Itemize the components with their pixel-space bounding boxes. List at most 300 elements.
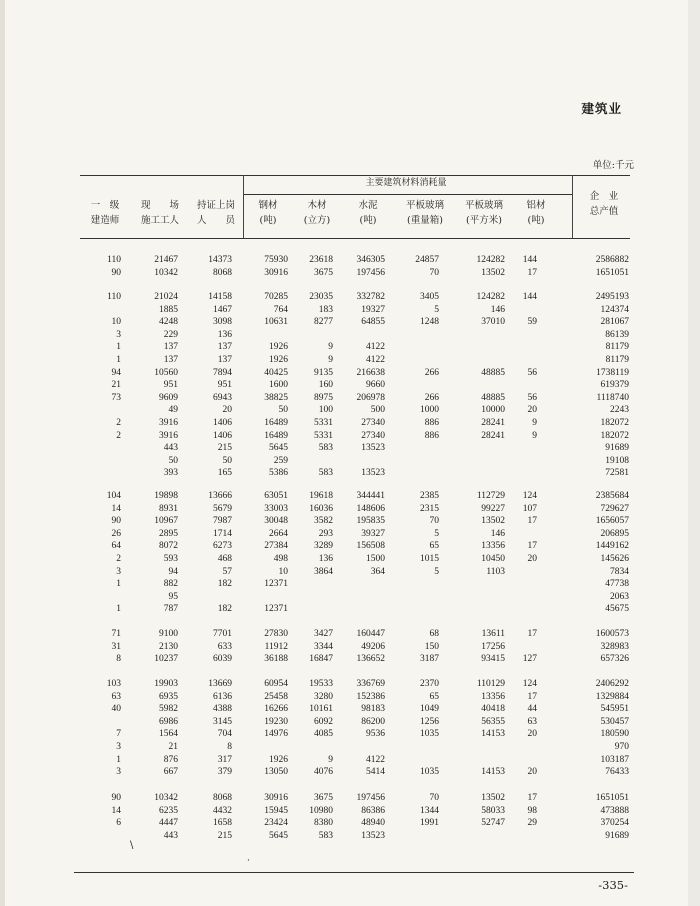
table-cell: 1714 [213, 528, 232, 539]
table-cell: 4122 [366, 342, 385, 353]
table-cell: 182072 [600, 418, 629, 428]
table-cell: 160 [318, 380, 333, 391]
table-cell: 99227 [481, 503, 505, 514]
table-cell: 7834 [610, 566, 629, 577]
table-cell: 1248 [420, 317, 439, 328]
table-cell: 197456 [356, 267, 385, 278]
table-cell: 40425 [264, 367, 288, 378]
header-col-7-line-2: (重量箱) [407, 215, 443, 226]
table-cell: 2130 [159, 641, 178, 652]
table-cell: 93415 [481, 654, 505, 665]
table-cell: 657326 [600, 654, 629, 665]
table-cell: 16266 [264, 704, 288, 715]
table-cell: 886 [424, 430, 439, 441]
table-cell: 2586882 [595, 255, 629, 265]
table-cell: 75930 [264, 255, 288, 265]
table-cell: 4388 [213, 704, 232, 715]
table-cell: 498 [273, 554, 288, 564]
table-cell: 16489 [264, 430, 288, 441]
table-cell: 38825 [264, 392, 288, 403]
table-cell: 13502 [481, 793, 505, 803]
footer-rule [74, 872, 634, 873]
table-cell: 206895 [600, 528, 629, 539]
table-cell: 86139 [605, 329, 629, 340]
table-cell: 17256 [481, 641, 505, 652]
table-cell: 20 [527, 729, 537, 740]
table-cell: 19898 [154, 491, 178, 501]
table-cell: 5 [434, 304, 439, 315]
page-right-edge [688, 0, 700, 906]
table-cell: 145626 [600, 554, 629, 564]
table-cell: 73 [111, 392, 121, 403]
table-cell: 14373 [208, 255, 232, 265]
table-cell: 583 [318, 468, 333, 479]
table-cell: 91689 [605, 830, 629, 841]
table-cell: 8 [227, 742, 232, 752]
table-cell: 443 [163, 830, 178, 841]
table-cell: 10 [278, 566, 288, 577]
table-cell: 150 [424, 641, 439, 652]
table-cell: 65 [429, 541, 439, 552]
table-cell: 21024 [154, 292, 178, 302]
table-cell: 180590 [600, 729, 629, 740]
table-cell: 9 [328, 754, 333, 765]
table-cell: 19108 [605, 455, 629, 466]
header-col-5 [294, 198, 340, 228]
header-col-7-line-1: 平板玻璃 [405, 200, 444, 211]
header-col-6-line-1: 水泥 [358, 200, 378, 211]
table-cell: 137 [217, 355, 232, 365]
table-cell: 2 [116, 430, 121, 441]
table-cell: 3289 [314, 541, 333, 552]
table-cell: 110 [107, 292, 121, 302]
table-cell: 379 [217, 767, 232, 778]
table-cell: 9 [328, 342, 333, 353]
table-cell: 8068 [213, 793, 232, 803]
table-cell: 10560 [154, 367, 178, 378]
table-cell: 3675 [314, 267, 333, 278]
page-left-edge [0, 0, 5, 906]
header-col-9-line-1: 铝材 [526, 200, 546, 211]
table-cell: 137 [163, 342, 178, 353]
table-cell: 9609 [159, 392, 178, 403]
table-cell: 27830 [264, 629, 288, 639]
table-cell: 36188 [264, 654, 288, 665]
table-cell: 2495193 [595, 292, 629, 302]
table-cell: 24857 [415, 255, 439, 265]
table-cell: 1600 [269, 380, 288, 391]
table-cell: 886 [424, 418, 439, 428]
table-cell: 1449162 [595, 541, 629, 552]
table-cell: 1651051 [595, 793, 629, 803]
table-cell: 4076 [314, 767, 333, 778]
table-cell: 2063 [610, 591, 629, 602]
table-cell: 1015 [420, 554, 439, 564]
table-cell: 49206 [361, 641, 385, 652]
table-cell: 48885 [481, 392, 505, 403]
table-cell: 3916 [159, 430, 178, 441]
header-col-2-line-2: 施工工人 [140, 215, 179, 226]
table-cell: 545951 [600, 704, 629, 715]
table-cell: 182072 [600, 430, 629, 441]
table-cell: 107 [522, 503, 537, 514]
table-cell: 195835 [356, 516, 385, 527]
table-cell: 10161 [309, 704, 333, 715]
table-header-bottom-rule [80, 238, 630, 239]
table-cell: 1035 [420, 767, 439, 778]
table-cell: 136 [217, 329, 232, 340]
header-col-6-line-2: (吨) [359, 215, 377, 226]
table-cell: 9100 [159, 629, 178, 639]
table-cell: 1926 [269, 754, 288, 765]
table-cell: 14 [111, 805, 121, 816]
table-cell: 23618 [309, 255, 333, 265]
header-col-3-line-2: 人 员 [196, 215, 235, 226]
table-cell: 12371 [264, 579, 288, 590]
table-cell: 30916 [264, 793, 288, 803]
table-cell: 346305 [356, 255, 385, 265]
table-cell: 5 [434, 566, 439, 577]
table-cell: 19533 [309, 679, 333, 689]
table-cell: 13502 [481, 516, 505, 527]
table-cell: 6039 [213, 654, 232, 665]
table-cell: 6986 [159, 716, 178, 727]
table-cell: 58033 [481, 805, 505, 816]
table-cell: 583 [318, 830, 333, 841]
table-cell: 137 [163, 355, 178, 365]
table-cell: 100 [318, 405, 333, 416]
table-cell: 37010 [481, 317, 505, 328]
table-cell: 13523 [361, 443, 385, 454]
table-cell: 2 [116, 418, 121, 428]
table-cell: 8 [116, 654, 121, 665]
table-cell: 5645 [269, 443, 288, 454]
table-cell: 65 [429, 691, 439, 702]
table-cell: 27384 [264, 541, 288, 552]
table-cell: 10237 [154, 654, 178, 665]
table-cell: 29 [527, 818, 537, 829]
header-col-4-line-1: 钢材 [258, 200, 278, 211]
table-cell: 81179 [605, 342, 629, 353]
table-cell: 12371 [264, 604, 288, 615]
table-cell: 787 [163, 604, 178, 615]
table-cell: 9536 [366, 729, 385, 740]
table-cell: 50 [222, 455, 232, 466]
table-cell: 144 [522, 255, 537, 265]
table-cell: 64855 [361, 317, 385, 328]
table-cell: 60954 [264, 679, 288, 689]
table-cell: 328983 [600, 641, 629, 652]
table-cell: 8277 [314, 317, 333, 328]
table-cell: 6136 [213, 691, 232, 702]
table-cell: 10000 [481, 405, 505, 416]
table-cell: 136652 [356, 654, 385, 665]
table-cell: 8931 [159, 503, 178, 514]
table-cell: 26 [111, 528, 121, 539]
table-cell: 64 [111, 541, 121, 552]
table-cell: 50 [168, 455, 178, 466]
table-cell: 14153 [481, 729, 505, 740]
table-cell: 70285 [264, 292, 288, 302]
table-cell: 1658 [213, 818, 232, 829]
table-cell: 633 [217, 641, 232, 652]
table-cell: 17 [527, 691, 537, 702]
table-cell: 20 [527, 767, 537, 778]
table-cell: 98 [527, 805, 537, 816]
table-cell: 59 [527, 317, 537, 328]
table-cell: 4248 [159, 317, 178, 328]
table-cell: 19618 [309, 491, 333, 501]
table-cell: 14 [111, 503, 121, 514]
table-cell: 876 [163, 754, 178, 765]
table-cell: 206978 [356, 392, 385, 403]
table-cell: 4085 [314, 729, 333, 740]
table-cell: 124282 [476, 292, 505, 302]
table-cell: 215 [217, 443, 232, 454]
header-col-3-line-1: 持证上岗 [196, 200, 235, 211]
table-cell: 8975 [314, 392, 333, 403]
header-col-8-line-2: (平方米) [466, 215, 502, 226]
table-cell: 9135 [314, 367, 333, 378]
table-cell: 19327 [361, 304, 385, 315]
table-cell: 4432 [213, 805, 232, 816]
header-col-8-line-1: 平板玻璃 [464, 200, 503, 211]
unit-label: 单位:千元 [592, 160, 634, 171]
table-cell: 27340 [361, 418, 385, 428]
header-col-9-line-2: (吨) [527, 215, 545, 226]
table-cell: 443 [163, 443, 178, 454]
table-cell: 951 [217, 380, 232, 391]
table-cell: 95 [168, 591, 178, 602]
table-cell: 3280 [314, 691, 333, 702]
table-cell: 1926 [269, 342, 288, 353]
table-cell: 30916 [264, 267, 288, 278]
table-cell: 9 [328, 355, 333, 365]
table-cell: 14153 [481, 767, 505, 778]
table-cell: 146 [490, 528, 505, 539]
table-cell: 13356 [481, 541, 505, 552]
table-cell: 11912 [264, 641, 288, 652]
page-number: -335- [598, 878, 628, 892]
table-cell: 4122 [366, 754, 385, 765]
table-cell: 1885 [159, 304, 178, 315]
table-cell: 112729 [476, 491, 505, 501]
table-cell: 70 [429, 793, 439, 803]
table-cell: 28241 [481, 430, 505, 441]
table-cell: 127 [522, 654, 537, 665]
stray-dot: · [247, 856, 250, 866]
table-cell: 17 [527, 267, 537, 278]
table-cell: 33003 [264, 503, 288, 514]
table-cell: 81179 [605, 355, 629, 365]
table-cell: 110 [107, 255, 121, 265]
table-cell: 3405 [420, 292, 439, 302]
table-cell: 3344 [314, 641, 333, 652]
table-cell: 332782 [356, 292, 385, 302]
table-cell: 160447 [356, 629, 385, 639]
table-cell: 5 [434, 528, 439, 539]
table-cell: 2664 [269, 528, 288, 539]
table-cell: 1 [116, 579, 121, 590]
table-cell: 16036 [309, 503, 333, 514]
table-cell: 182 [217, 579, 232, 590]
header-col-5-line-1: 木材 [307, 200, 327, 211]
table-cell: 6273 [213, 541, 232, 552]
table-cell: 104 [106, 491, 121, 501]
table-cell: 3145 [213, 716, 232, 727]
table-cell: 7987 [213, 516, 232, 527]
table-cell: 94 [111, 367, 121, 378]
table-cell: 15945 [264, 805, 288, 816]
table-cell: 90 [111, 516, 121, 527]
table-vline-2 [572, 175, 573, 238]
table-cell: 50 [278, 405, 288, 416]
table-cell: 1329884 [595, 691, 629, 702]
table-cell: 148606 [356, 503, 385, 514]
table-cell: 31 [111, 641, 121, 652]
table-cell: 152386 [356, 691, 385, 702]
table-cell: 124374 [600, 304, 629, 315]
table-cell: 500 [370, 405, 385, 416]
table-cell: 17 [527, 793, 537, 803]
table-cell: 3 [116, 742, 121, 752]
header-col-1 [80, 198, 130, 228]
table-cell: 5679 [213, 503, 232, 514]
table-cell: 468 [217, 554, 232, 564]
table-cell: 1656057 [595, 516, 629, 527]
table-cell: 72581 [605, 468, 629, 479]
table-cell: 9 [532, 430, 537, 441]
table-cell: 1035 [420, 729, 439, 740]
table-cell: 10631 [264, 317, 288, 328]
table-cell: 10450 [481, 554, 505, 564]
table-cell: 182 [217, 604, 232, 615]
table-cell: 16489 [264, 418, 288, 428]
table-cell: 103 [106, 679, 121, 689]
table-cell: 110129 [476, 679, 505, 689]
table-cell: 63051 [264, 491, 288, 501]
table-cell: 13611 [481, 629, 505, 639]
table-cell: 2 [116, 554, 121, 564]
table-cell: 13523 [361, 830, 385, 841]
table-cell: 970 [614, 742, 629, 752]
header-col-1-line-1: 一 级 [90, 200, 120, 211]
table-cell: 156508 [356, 541, 385, 552]
table-cell: 2315 [420, 503, 439, 514]
table-cell: 197456 [356, 793, 385, 803]
table-cell: 8068 [213, 267, 232, 278]
table-cell: 136 [318, 554, 333, 564]
header-col-6 [344, 198, 392, 228]
table-cell: 764 [273, 304, 288, 315]
table-cell: 27340 [361, 430, 385, 441]
table-cell: 91689 [605, 443, 629, 454]
table-cell: 76433 [605, 767, 629, 778]
table-cell: 5331 [314, 418, 333, 428]
table-cell: 68 [429, 629, 439, 639]
table-cell: 336769 [356, 679, 385, 689]
group-header-rule [243, 194, 572, 195]
header-col-2-line-1: 现 场 [140, 200, 179, 211]
table-cell: 216638 [356, 367, 385, 378]
table-cell: 13666 [208, 491, 232, 501]
table-cell: 317 [217, 754, 232, 765]
table-cell: 530457 [600, 716, 629, 727]
table-cell: 124 [522, 491, 537, 501]
table-cell: 137 [217, 342, 232, 353]
table-cell: 63 [527, 716, 537, 727]
table-cell: 1564 [159, 729, 178, 740]
table-cell: 3098 [213, 317, 232, 328]
table-cell: 266 [424, 392, 439, 403]
table-cell: 52747 [481, 818, 505, 829]
table-cell: 14158 [208, 292, 232, 302]
table-cell: 229 [163, 329, 178, 340]
table-cell: 56355 [481, 716, 505, 727]
table-cell: 4447 [159, 818, 178, 829]
table-cell: 23424 [264, 818, 288, 829]
table-cell: 951 [163, 380, 178, 391]
table-cell: 165 [217, 468, 232, 479]
table-cell: 2385 [420, 491, 439, 501]
table-cell: 8380 [314, 818, 333, 829]
table-cell: 1 [116, 342, 121, 353]
table-cell: 17 [527, 629, 537, 639]
table-cell: 6935 [159, 691, 178, 702]
table-cell: 6 [116, 818, 121, 829]
table-cell: 1118740 [596, 392, 629, 403]
table-cell: 14976 [264, 729, 288, 740]
table-cell: 17 [527, 516, 537, 527]
table-cell: 90 [111, 267, 121, 278]
table-cell: 583 [318, 443, 333, 454]
table-cell: 3 [116, 566, 121, 577]
table-cell: 364 [370, 566, 385, 577]
table-cell: 1344 [420, 805, 439, 816]
table-cell: 10 [111, 317, 121, 328]
table-cell: 13356 [481, 691, 505, 702]
table-cell: 2370 [420, 679, 439, 689]
table-cell: 619379 [600, 380, 629, 391]
table-cell: 1103 [486, 566, 505, 577]
table-cell: 124 [522, 679, 537, 689]
table-cell: 86200 [361, 716, 385, 727]
table-cell: 56 [527, 392, 537, 403]
table-cell: 124282 [476, 255, 505, 265]
table-cell: 1000 [420, 405, 439, 416]
table-cell: 21 [111, 380, 121, 391]
table-cell: 20 [527, 405, 537, 416]
table-cell: 40 [111, 704, 121, 715]
table-cell: 23035 [309, 292, 333, 302]
table-cell: 13050 [264, 767, 288, 778]
table-cell: 16847 [309, 654, 333, 665]
table-cell: 8072 [159, 541, 178, 552]
stray-mark: \ [130, 840, 134, 851]
table-cell: 70 [429, 516, 439, 527]
table-cell: 3 [116, 329, 121, 340]
header-col-4-line-2: (吨) [259, 215, 277, 226]
table-cell: 70 [429, 267, 439, 278]
table-cell: 98183 [361, 704, 385, 715]
table-cell: 2385684 [595, 491, 629, 501]
table-cell: 9660 [366, 380, 385, 391]
table-cell: 2895 [159, 528, 178, 539]
table-cell: 144 [522, 292, 537, 302]
header-col-2 [132, 198, 188, 228]
table-cell: 344441 [356, 491, 385, 501]
table-cell: 63 [111, 691, 121, 702]
